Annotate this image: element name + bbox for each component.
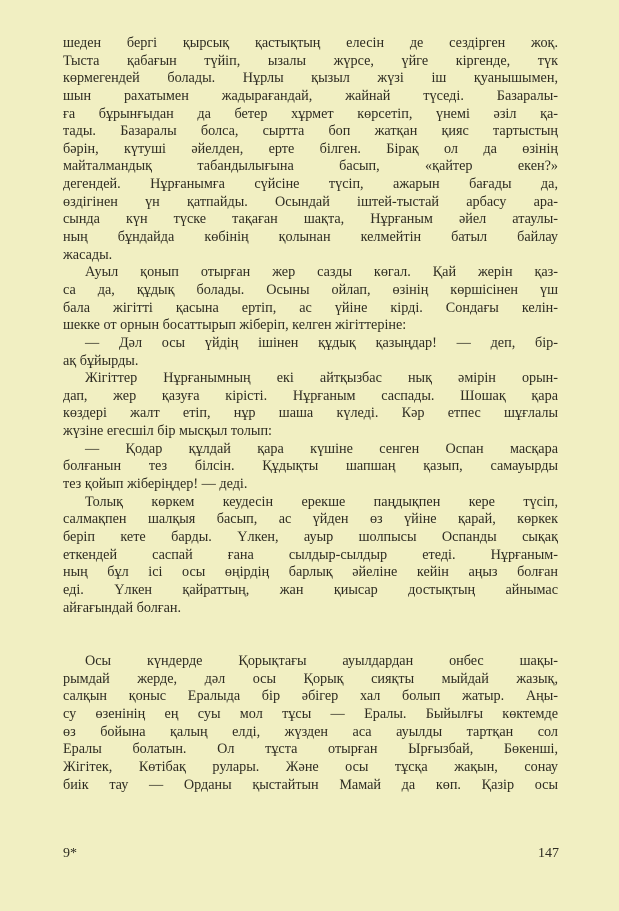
paragraph <box>63 35 558 264</box>
page-body <box>63 35 558 794</box>
text-line: бәрін, күтуші әйелден, ерте білген. Бірақ ол да өзінің <box>63 140 558 157</box>
paragraph <box>63 335 558 370</box>
text-line: са да, құдық болады. Осыны ойлап, өзінің көршісінен үш <box>63 281 558 298</box>
text-line: ның бұл ісі осы өңірдің барлық әйеліне кейін аңыз болған <box>63 564 558 581</box>
paragraph <box>63 370 558 441</box>
text-line: ға бұрынғыдан да бетер хұрмет көрсетіп, үнемі әзіл қа- <box>63 105 558 122</box>
text-line: бала жігітті қасына ертіп, ас үйіне кірді. Сондағы келін- <box>63 299 558 316</box>
text-line: Ералы болатын. Ол тұста отырған Ырғызбай, Бөкенші, <box>63 741 558 758</box>
text-line: жүзіне егесшіл бір мысқыл толып: <box>63 423 272 440</box>
text-line: майталмандық табандылығына басып, «қайтер екен?» <box>63 158 558 175</box>
section-break <box>63 617 558 653</box>
text-line: Жігітек, Көтібақ рулары. Және осы тұсқа жақын, сонау <box>63 758 558 775</box>
text-line: беріп кете барды. Үлкен, ауыр шолпысы Оспанды сықақ <box>63 528 558 545</box>
paragraph <box>63 653 558 794</box>
text-line: дегендей. Нұрғанымға сүйсіне түсіп, ажарын бағады да, <box>63 176 558 193</box>
text-line: дап, жер қазуға кірісті. Нұрғаным саспады. Шошақ қара <box>63 387 558 404</box>
text-line: көздері жалт етіп, нұр шаша күледі. Кәр етпес шұғлалы <box>63 405 558 422</box>
text-line: сында күн түске тақаған шақта, Нұрғаным әйел атаулы- <box>63 211 558 228</box>
text-line: салмақпен шалқыя басып, ас үйден өз үйіне қарай, көркек <box>63 511 558 528</box>
text-line: тады. Базаралы болса, сыртта боп жатқан қияс тартыстың <box>63 123 558 140</box>
page-number: 147 <box>538 846 559 861</box>
text-line: Тыста қабағын түйіп, ызалы жүрсе, үйге кіргенде, түк <box>63 52 558 69</box>
text-line: шеден бергі қырсық қастықтың елесін де сездірген жоқ. <box>63 35 558 51</box>
paragraph <box>63 264 558 335</box>
text-line: Толық көркем кеудесін ерекше паңдықпен кере түсіп, <box>85 493 558 510</box>
text-line: жасады. <box>63 246 113 263</box>
signature-mark: 9* <box>63 846 77 861</box>
text-line: салқын қоныс Ералыда бір әбігер хал болып жатыр. Аңы- <box>63 688 558 705</box>
paragraph <box>63 494 558 617</box>
text-line: биік тау — Орданы қыстайтын Мамай да көп. Қазір осы <box>63 776 558 793</box>
text-line: өз бойына қалың елді, жүзден аса ауылды тартқан сол <box>63 723 558 740</box>
text-line: тез қойып жіберіңдер! — деді. <box>63 476 248 493</box>
text-line: рымдай жерде, дәл осы Қорық сияқты мыйдай жазық, <box>63 670 558 687</box>
text-line: — Қодар құлдай қара күшіне сенген Оспан масқара <box>85 440 558 457</box>
text-line: өздігінен үн қатпайды. Осындай іштей-тыстай арбасу ара- <box>63 193 558 210</box>
text-line: Осы күндерде Қорықтағы ауылдардан онбес шақы- <box>85 653 558 670</box>
text-line: — Дәл осы үйдің ішінен құдық қазыңдар! — деп, бір- <box>85 334 558 351</box>
text-line: еді. Үлкен қайраттың, жан қиысар достықтың айнымас <box>63 581 558 598</box>
text-line: су өзенінің ең суы мол тұсы — Ералы. Быйылғы көктемде <box>63 706 558 723</box>
text-line: еткендей саспай ғана сылдыр-сылдыр етеді. Нұрғаным- <box>63 546 558 563</box>
text-line: шекке от орнын босаттырып жіберіп, келген жігіттеріне: <box>63 317 407 334</box>
paragraph <box>63 441 558 494</box>
text-line: шын рахатымен жадырағандай, жайнай түседі. Базаралы- <box>63 87 558 104</box>
text-line: Ауыл қонып отырған жер сазды көгал. Қай жерін қаз- <box>85 264 558 281</box>
text-line: болғанын тез білсін. Құдықты шапшаң қазып, самауырды <box>63 458 558 475</box>
text-line: Жігіттер Нұрғанымның екі айтқызбас нық әмірін орын- <box>85 370 558 387</box>
text-line: айғағындай болған. <box>63 599 182 616</box>
text-line: ның бұндайда көбінің қолынан келмейтін батыл байлау <box>63 229 558 246</box>
text-line: көрмегендей болады. Нұрлы қызыл жүзі іш қуанышымен, <box>63 70 558 87</box>
text-line: ақ бұйырды. <box>63 352 139 369</box>
